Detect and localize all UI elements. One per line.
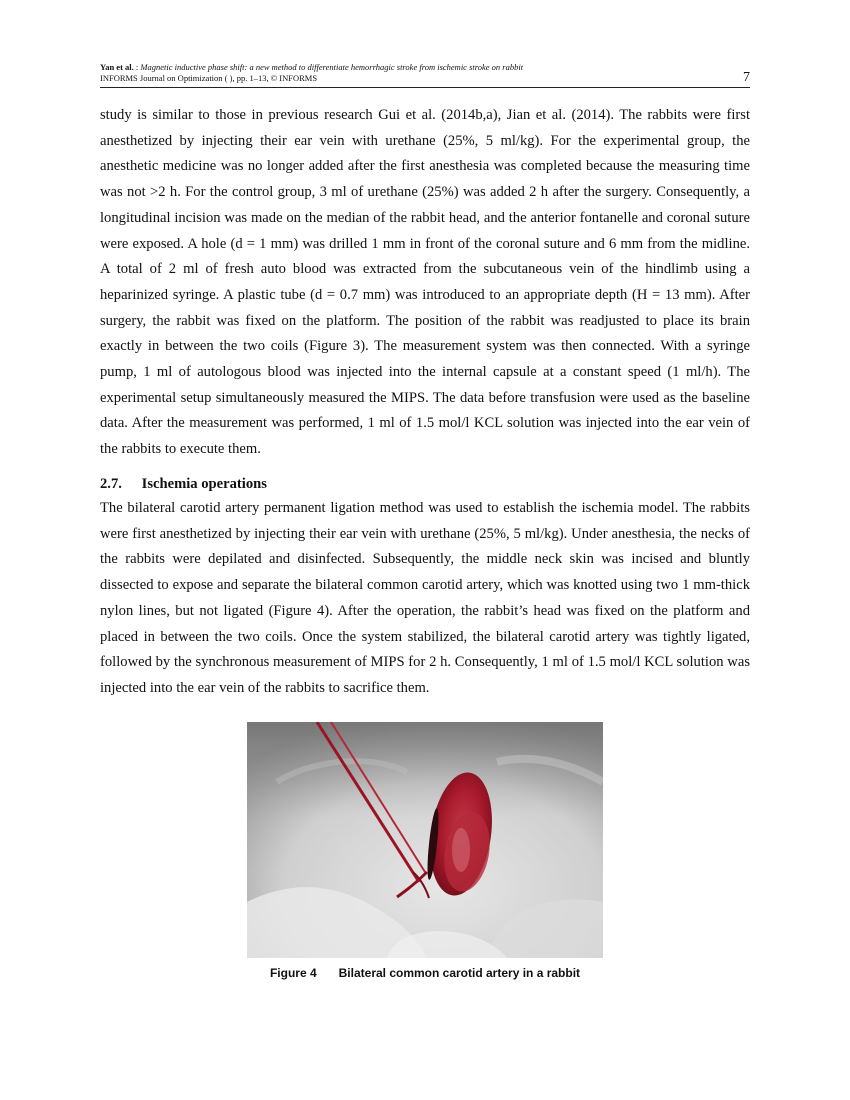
paragraph-text: study is similar to those in previous research Gui et al. (2014b,a), Jian et al. (2014). The rabbits were first anesthetized by injecting their ear vein with urethane (25%, 5 ml/kg). For the experimental group, the anesthetic medicine was no longer added after the first anesthesia was completed because the measuring time was not >2 h. For the control group, 3 ml of urethane (25%) was added 2 h after the surgery. Consequently, a longitudinal incision was made on the median of the rabbit head, and the anterior fontanelle and coronal suture were exposed. A hole (d = 1 mm) was drilled 1 mm in front of the coronal suture and 6 mm from the midline. A total of 2 ml of fresh auto blood was extracted from the subcutaneous vein of the hindlimb using a heparinized syringe. A plastic tube (d = 0.7 mm) was introduced to an appropriate depth (H = 13 mm). After surgery, the rabbit was fixed on the platform. The position of the rabbit was readjusted to place its brain exactly in between the two coils (Figure 3). The measurement system was then connected. With a syringe pump, 1 ml of autologous blood was injected into the internal capsule at a constant speed (1 ml/h). The experimental setup simultaneously measured the MIPS. The data before transfusion were used as the baseline data. After the measurement was performed, 1 ml of 1.5 mol/l KCL solution was injected into the ear vein of the rabbits to execute them. [100, 107, 750, 458]
header-article-title: Magnetic inductive phase shift: a new method to differentiate hemorrhagic stroke from ischemic stroke on rabbit [140, 62, 524, 72]
header-authors: Yan et al. [100, 62, 134, 72]
paragraph-text: The bilateral carotid artery permanent ligation method was used to establish the ischemia model. The rabbits were first anesthetized by injecting their ear vein with urethane (25%, 5 ml/kg). Under anesthesia, the necks of the rabbits were depilated and disinfected. Subsequently, the middle neck skin was incised and bluntly dissected to expose and separate the bilateral common carotid artery, which was knotted using two 1 mm-thick nylon lines, but not ligated (Figure 4). After the operation, the rabbit’s head was fixed on the platform and placed in between the two coils. Once the system stabilized, the bilateral carotid artery was tightly ligated, followed by the synchronous measurement of MIPS for 2 h. Consequently, 1 ml of 1.5 mol/l KCL solution was injected into the ear vein of the rabbits to sacrifice them. [100, 500, 750, 696]
section-heading [100, 472, 267, 496]
page-number: 7 [743, 70, 750, 85]
header-citation [100, 62, 750, 73]
paragraph-surgery [100, 103, 750, 463]
header-journal: INFORMS Journal on Optimization ( ), pp. 1–13, © INFORMS [100, 73, 318, 83]
figure-caption-text: Bilateral common carotid artery in a rabbit [338, 966, 581, 980]
paragraph-ischemia [100, 496, 750, 702]
header-rule [100, 87, 750, 88]
figure-caption [0, 966, 850, 980]
figure-label: Figure 4 [269, 966, 317, 980]
section-title: Ischemia operations [141, 476, 267, 492]
running-header [100, 62, 750, 84]
rabbit-neck-photo [247, 722, 603, 958]
section-number: 2.7. [100, 476, 122, 492]
figure-photo [247, 722, 603, 958]
header-colon: : [135, 62, 139, 72]
